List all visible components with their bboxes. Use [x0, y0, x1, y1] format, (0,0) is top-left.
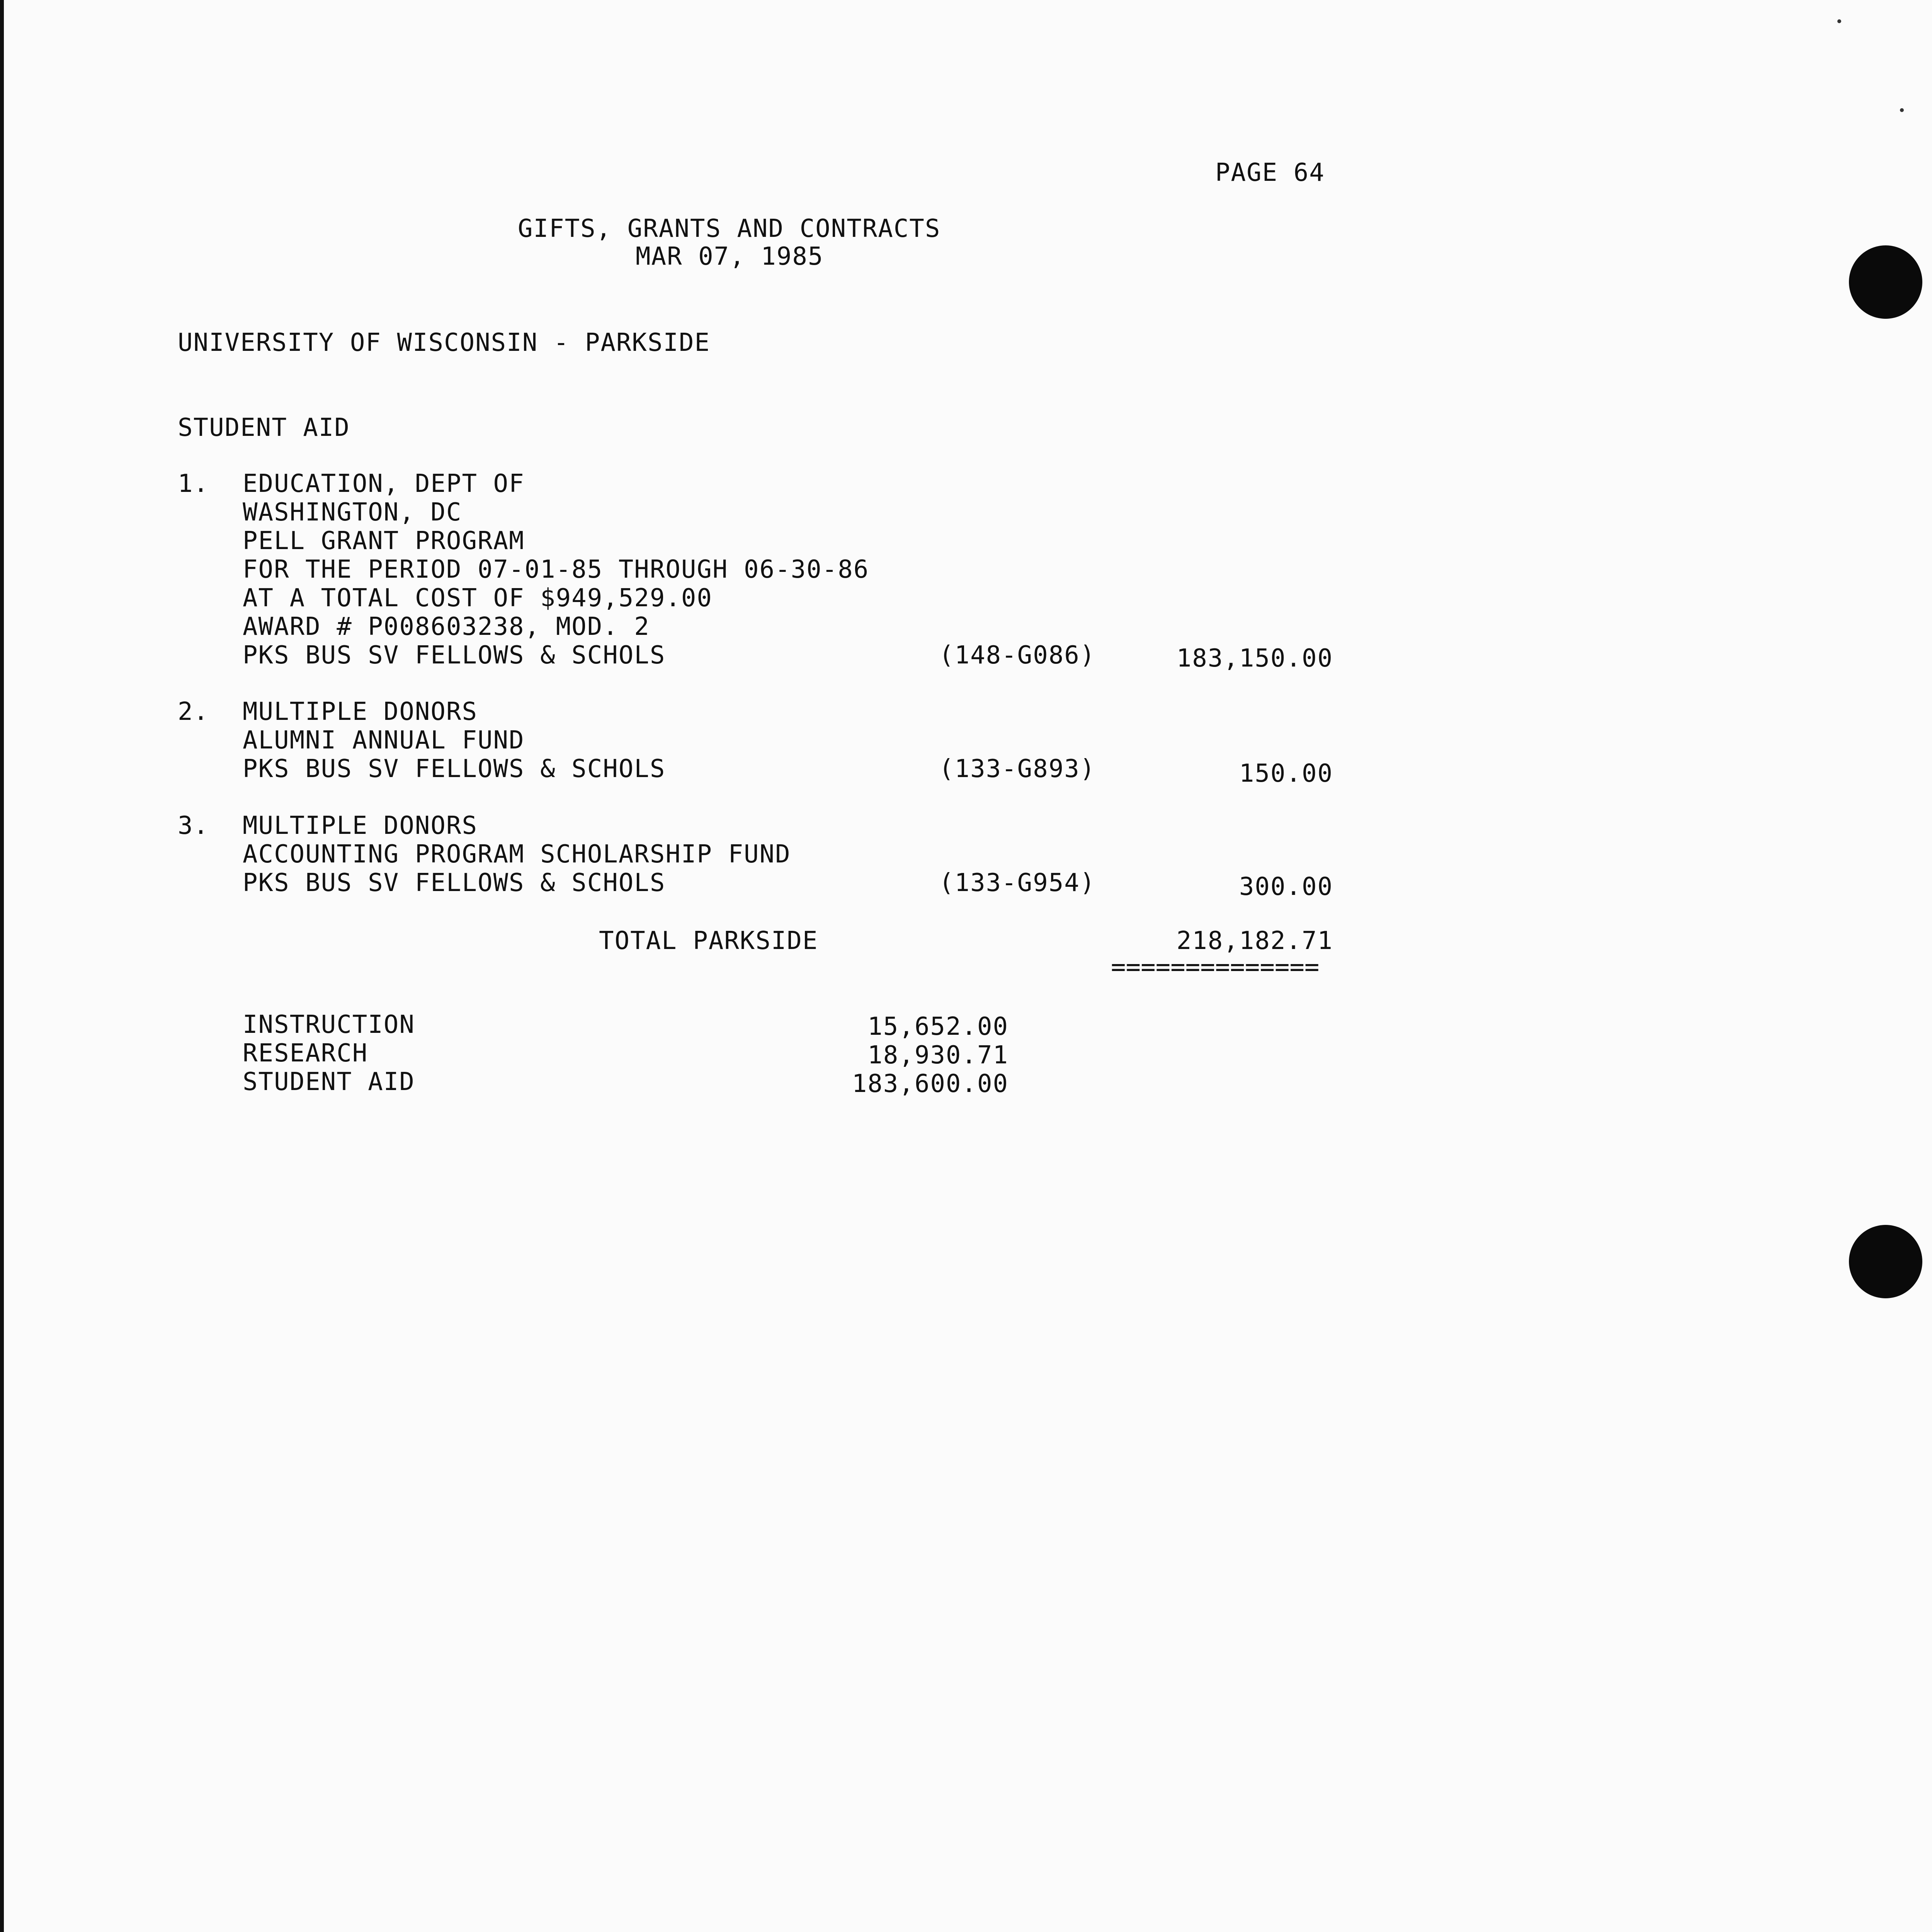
summary-label: RESEARCH	[243, 1039, 368, 1068]
summary-amount: 18,930.71	[867, 1041, 1009, 1070]
summary-amount: 183,600.00	[852, 1070, 1009, 1098]
punch-hole	[1849, 1225, 1922, 1298]
item-line: AWARD # P008603238, MOD. 2	[243, 612, 650, 641]
institution-name: UNIVERSITY OF WISCONSIN - PARKSIDE	[178, 328, 711, 357]
total-amount: 218,182.71	[1176, 927, 1333, 955]
item-line: EDUCATION, DEPT OF	[243, 469, 525, 498]
item-line: ACCOUNTING PROGRAM SCHOLARSHIP FUND	[243, 840, 791, 869]
total-double-underline: ==============	[1111, 953, 1320, 981]
document-date: MAR 07, 1985	[636, 242, 824, 271]
account-code: (133-G893)	[939, 755, 1096, 783]
summary-label: STUDENT AID	[243, 1068, 415, 1096]
item-line: MULTIPLE DONORS	[243, 811, 478, 840]
item-line: MULTIPLE DONORS	[243, 697, 478, 726]
item-number: 2.	[178, 697, 209, 726]
item-number: 3.	[178, 811, 209, 840]
scan-speck	[1837, 19, 1841, 23]
scan-speck	[1900, 108, 1904, 112]
item-line: PKS BUS SV FELLOWS & SCHOLS	[243, 869, 666, 897]
item-line: WASHINGTON, DC	[243, 498, 462, 527]
summary-label: INSTRUCTION	[243, 1010, 415, 1039]
item-line: FOR THE PERIOD 07-01-85 THROUGH 06-30-86	[243, 555, 869, 584]
account-code: (133-G954)	[939, 869, 1096, 897]
document-title: GIFTS, GRANTS AND CONTRACTS	[518, 214, 941, 243]
punch-hole	[1849, 245, 1922, 319]
page-number: PAGE 64	[1215, 158, 1325, 187]
section-heading: STUDENT AID	[178, 413, 350, 442]
item-number: 1.	[178, 469, 209, 498]
item-line: ALUMNI ANNUAL FUND	[243, 726, 525, 755]
summary-amount: 15,652.00	[867, 1012, 1009, 1041]
item-amount: 150.00	[1239, 759, 1333, 788]
total-label: TOTAL PARKSIDE	[599, 927, 818, 955]
item-line: AT A TOTAL COST OF $949,529.00	[243, 584, 713, 612]
item-amount: 300.00	[1239, 872, 1333, 901]
item-amount: 183,150.00	[1176, 644, 1333, 673]
item-line: PELL GRANT PROGRAM	[243, 527, 525, 555]
item-line: PKS BUS SV FELLOWS & SCHOLS	[243, 755, 666, 783]
account-code: (148-G086)	[939, 641, 1096, 670]
item-line: PKS BUS SV FELLOWS & SCHOLS	[243, 641, 666, 670]
